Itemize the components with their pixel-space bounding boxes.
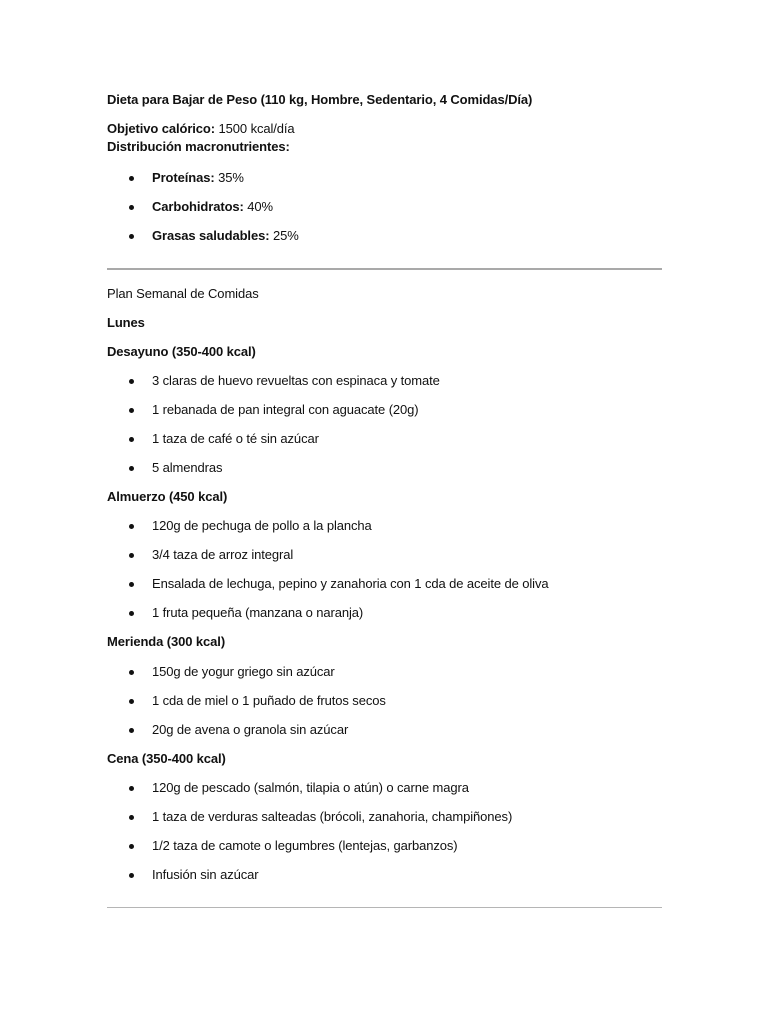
meal-heading: Merienda (300 kcal) — [107, 634, 226, 649]
bullet-icon — [129, 815, 134, 820]
macro-label: Grasas saludables: — [152, 228, 270, 243]
calorie-goal — [107, 121, 295, 137]
meal-item-text: 20g de avena o granola sin azúcar — [152, 722, 349, 737]
macro-text — [152, 199, 273, 215]
macro-label: Carbohidratos: — [152, 199, 244, 214]
bullet-icon — [129, 408, 134, 413]
day-heading: Lunes — [107, 315, 145, 330]
meal-item-text: 1 taza de verduras salteadas (brócoli, zanahoria, champiñones) — [152, 809, 513, 824]
bullet-icon — [129, 466, 134, 471]
macro-value: 40% — [247, 199, 274, 214]
plan-heading: Plan Semanal de Comidas — [107, 286, 259, 301]
calorie-goal-value: 1500 kcal/día — [218, 121, 295, 136]
meal-item-text: 3/4 taza de arroz integral — [152, 547, 294, 562]
macro-label: Proteínas: — [152, 170, 215, 185]
macro-text — [152, 228, 299, 244]
meal-item-text: 3 claras de huevo revueltas con espinaca y tomate — [152, 373, 440, 388]
document-title: Dieta para Bajar de Peso (110 kg, Hombre, Sedentario, 4 Comidas/Día) — [107, 92, 533, 107]
bullet-icon — [129, 553, 134, 558]
meal-item-text: 1 fruta pequeña (manzana o naranja) — [152, 605, 364, 620]
meal-item-text: Infusión sin azúcar — [152, 867, 259, 882]
bullet-icon — [129, 437, 134, 442]
meal-heading: Desayuno (350-400 kcal) — [107, 344, 256, 359]
horizontal-divider — [107, 907, 662, 908]
bullet-icon — [129, 176, 134, 181]
meal-item-text: 120g de pescado (salmón, tilapia o atún) o carne magra — [152, 780, 469, 795]
bullet-icon — [129, 728, 134, 733]
meal-item-text: 1 rebanada de pan integral con aguacate (20g) — [152, 402, 419, 417]
bullet-icon — [129, 699, 134, 704]
bullet-icon — [129, 611, 134, 616]
macro-text — [152, 170, 244, 186]
calorie-goal-label: Objetivo calórico: — [107, 121, 216, 136]
bullet-icon — [129, 234, 134, 239]
bullet-icon — [129, 524, 134, 529]
meal-item-text: 1/2 taza de camote o legumbres (lentejas, garbanzos) — [152, 838, 458, 853]
meal-item-text: 1 cda de miel o 1 puñado de frutos secos — [152, 693, 386, 708]
bullet-icon — [129, 786, 134, 791]
bullet-icon — [129, 379, 134, 384]
bullet-icon — [129, 582, 134, 587]
macros-heading: Distribución macronutrientes: — [107, 139, 290, 154]
bullet-icon — [129, 205, 134, 210]
macro-value: 35% — [218, 170, 244, 185]
meal-item-text: 120g de pechuga de pollo a la plancha — [152, 518, 372, 533]
meal-heading: Cena (350-400 kcal) — [107, 751, 226, 766]
bullet-icon — [129, 670, 134, 675]
bullet-icon — [129, 873, 134, 878]
bullet-icon — [129, 844, 134, 849]
horizontal-divider — [107, 268, 662, 270]
meal-item-text: 1 taza de café o té sin azúcar — [152, 431, 319, 446]
meal-item-text: Ensalada de lechuga, pepino y zanahoria con 1 cda de aceite de oliva — [152, 576, 549, 591]
meal-item-text: 5 almendras — [152, 460, 223, 475]
macro-value: 25% — [272, 228, 299, 243]
meal-item-text: 150g de yogur griego sin azúcar — [152, 664, 335, 679]
document-page — [107, 0, 663, 1024]
meal-heading: Almuerzo (450 kcal) — [107, 489, 228, 504]
